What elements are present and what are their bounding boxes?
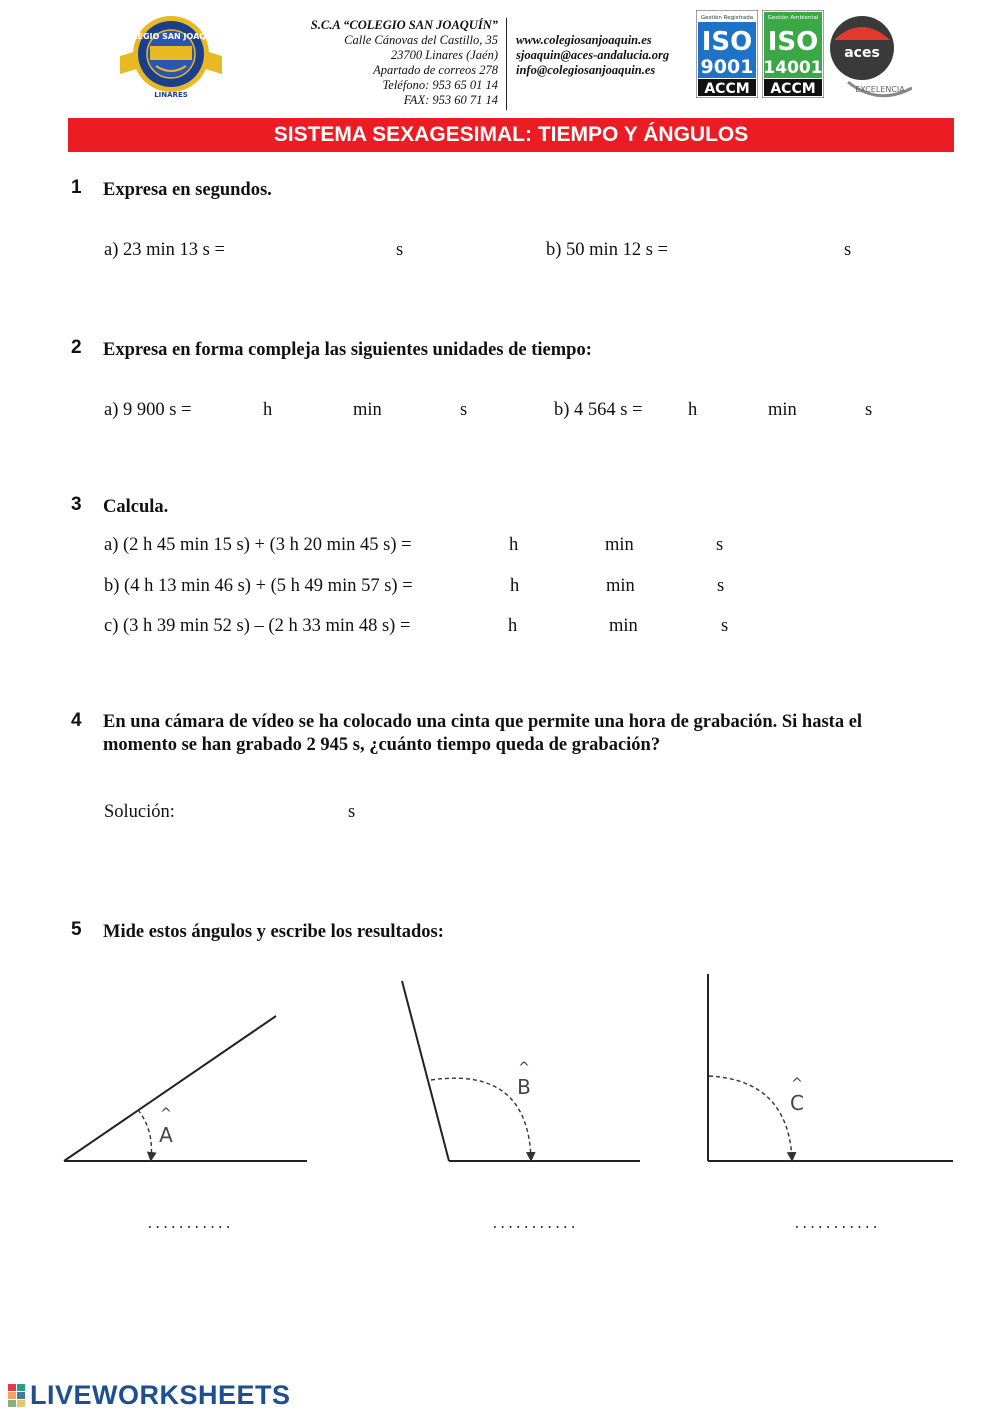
q4-solution-unit: s	[348, 802, 356, 822]
liveworksheets-brand[interactable]: LIVEWORKSHEETS	[30, 1380, 291, 1410]
q3-b-unit-min: min	[606, 576, 635, 596]
angle-a-hat: ^	[160, 1106, 172, 1122]
q2-item-a: a) 9 900 s =	[104, 400, 192, 420]
angles-figure	[0, 960, 1000, 1240]
address-city: 23700 Linares (Jaén)	[390, 48, 498, 62]
q4-statement-line2: momento se han grabado 2 945 s, ¿cuánto tiempo queda de grabación?	[103, 735, 661, 755]
header-divider	[506, 18, 507, 110]
q2-number: 2	[71, 337, 82, 358]
address-po-box: Apartado de correos 278	[373, 63, 498, 77]
q3-a-unit-h: h	[509, 535, 519, 555]
q3-a-unit-s: s	[716, 535, 724, 555]
angle-c-hat: ^	[791, 1076, 803, 1092]
q2-b-unit-h: h	[688, 400, 698, 420]
q2-a-unit-min: min	[353, 400, 382, 420]
q1-item-b: b) 50 min 12 s =	[546, 240, 668, 260]
q3-c-unit-s: s	[721, 616, 729, 636]
iso-9001-bottom: ACCM	[704, 81, 750, 97]
q2-b-unit-min: min	[768, 400, 797, 420]
aces-excelencia-logo	[828, 10, 912, 100]
address-street: Calle Cánovas del Castillo, 35	[344, 33, 498, 47]
angle-b-hat: ^	[518, 1060, 530, 1076]
q2-instruction: Expresa en forma compleja las siguientes unidades de tiempo:	[103, 340, 592, 360]
school-logo-town: LINARES	[154, 91, 188, 99]
q2-b-unit-s: s	[865, 400, 873, 420]
contact-block	[516, 33, 669, 78]
angle-b-steep-ray	[402, 981, 449, 1161]
q1-item-b-unit: s	[844, 240, 852, 260]
iso-14001-top: Gestión Ambiental	[767, 15, 819, 21]
q1-item-a: a) 23 min 13 s =	[104, 240, 225, 260]
q4-number: 4	[71, 710, 82, 731]
liveworksheets-icon	[8, 1384, 26, 1408]
q1-item-a-unit: s	[396, 240, 404, 260]
q3-row-c: c) (3 h 39 min 52 s) – (2 h 33 min 48 s) =	[104, 616, 411, 636]
q3-row-a: a) (2 h 45 min 15 s) + (3 h 20 min 45 s) =	[104, 535, 412, 555]
iso-14001-bottom: ACCM	[770, 81, 816, 97]
iso-14001-main: ISO	[767, 27, 819, 57]
angle-b-answer-dots[interactable]: ...........	[490, 1217, 578, 1232]
iso-9001-number: 9001	[700, 56, 754, 78]
angle-a	[64, 1016, 307, 1232]
angle-b	[402, 981, 640, 1232]
q2-a-unit-s: s	[460, 400, 468, 420]
angle-a-label: A	[159, 1123, 173, 1147]
iso-9001-top: Gestión Registrada	[700, 15, 754, 21]
address-fax: FAX: 953 60 71 14	[403, 93, 498, 107]
q3-c-unit-min: min	[609, 616, 638, 636]
school-address-block	[250, 18, 498, 108]
school-crest-logo	[118, 10, 224, 102]
iso-14001-number: 14001	[763, 58, 823, 78]
q3-instruction: Calcula.	[103, 497, 169, 517]
angle-c	[708, 974, 953, 1232]
q4-solution-label: Solución:	[104, 802, 175, 822]
q4-statement-line1: En una cámara de vídeo se ha colocado una cinta que permite una hora de grabación. Si hasta el	[103, 712, 863, 732]
q3-b-unit-s: s	[717, 576, 725, 596]
contact-website[interactable]: www.colegiosanjoaquin.es	[516, 33, 652, 47]
q1-instruction: Expresa en segundos.	[103, 180, 272, 200]
aces-excelencia-text: EXCELENCIA	[855, 85, 905, 94]
q1-number: 1	[71, 177, 82, 198]
q3-number: 3	[71, 494, 82, 515]
q5-instruction: Mide estos ángulos y escribe los resultados:	[103, 922, 444, 942]
school-logo-name-top: COLEGIO SAN JOAQUIN	[119, 32, 223, 41]
q3-b-unit-h: h	[510, 576, 520, 596]
q5-number: 5	[71, 919, 82, 940]
page-title-banner: SISTEMA SEXAGESIMAL: TIEMPO Y ÁNGULOS	[68, 118, 954, 152]
contact-email-2[interactable]: info@colegiosanjoaquin.es	[516, 63, 656, 77]
iso-9001-badge	[696, 10, 758, 98]
school-name: S.C.A “COLEGIO SAN JOAQUÍN”	[310, 18, 498, 32]
q3-c-unit-h: h	[508, 616, 518, 636]
iso-14001-badge	[762, 10, 824, 98]
angle-a-arc	[138, 1110, 151, 1159]
q2-a-unit-h: h	[263, 400, 273, 420]
angle-c-arc	[709, 1076, 792, 1159]
aces-text: aces	[844, 45, 880, 61]
angle-c-answer-dots[interactable]: ...........	[792, 1217, 880, 1232]
q3-row-b: b) (4 h 13 min 46 s) + (5 h 49 min 57 s) =	[104, 576, 413, 596]
angle-a-answer-dots[interactable]: ...........	[145, 1217, 233, 1232]
address-phone: Teléfono: 953 65 01 14	[382, 78, 498, 92]
angle-c-label: C	[790, 1091, 804, 1115]
q3-a-unit-min: min	[605, 535, 634, 555]
iso-9001-main: ISO	[701, 27, 753, 57]
contact-email-1[interactable]: sjoaquin@aces-andalucia.org	[516, 48, 670, 62]
angle-b-label: B	[517, 1075, 531, 1099]
q2-item-b: b) 4 564 s =	[554, 400, 643, 420]
